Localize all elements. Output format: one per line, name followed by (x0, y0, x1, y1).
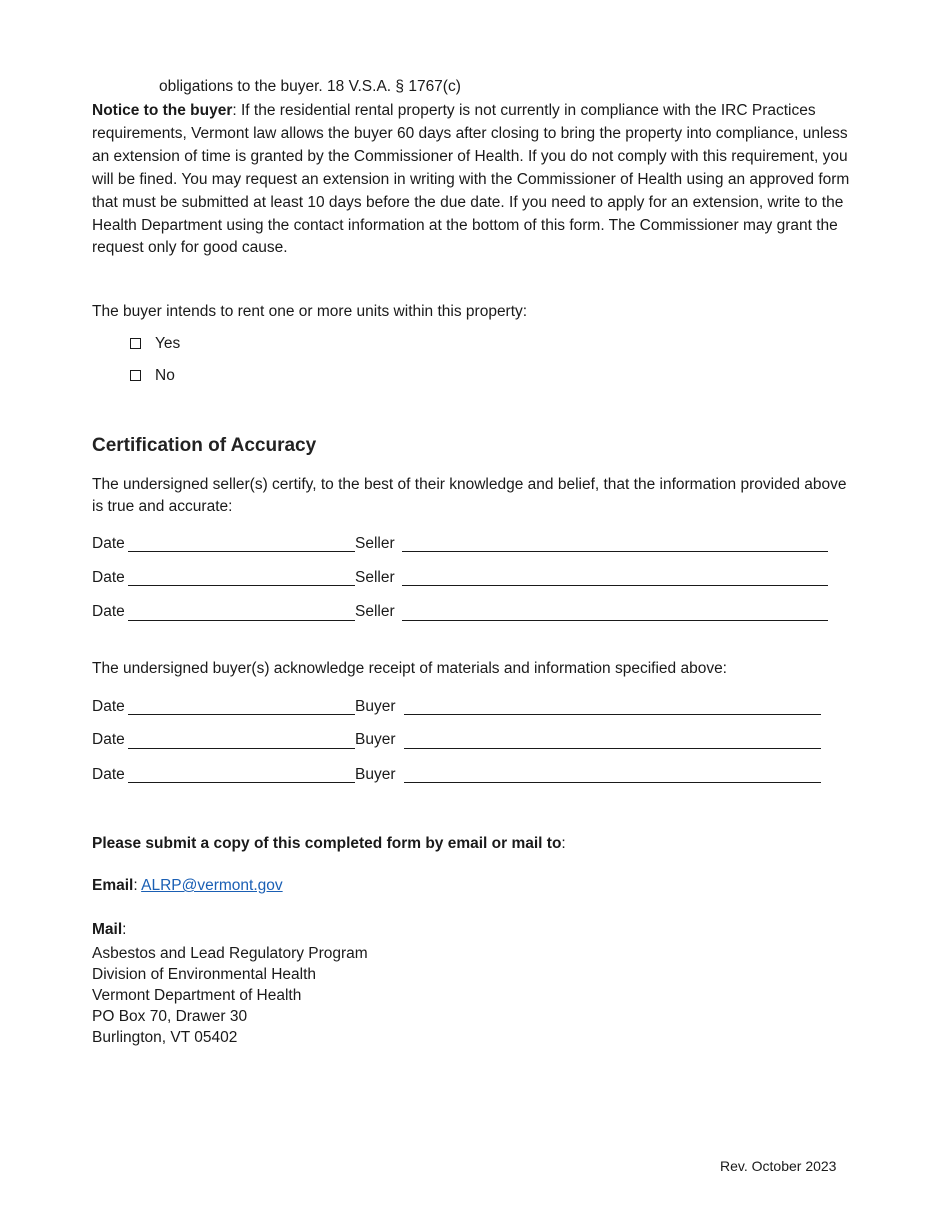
date-label: Date (92, 535, 125, 552)
address-line: Vermont Department of Health (92, 987, 302, 1004)
buyer-label: Buyer (355, 698, 396, 715)
buyer-date-field-3[interactable] (128, 782, 355, 783)
buyer-label: Buyer (355, 731, 396, 748)
submit-instruction-colon: : (561, 835, 566, 852)
address-line: Asbestos and Lead Regulatory Program (92, 945, 368, 962)
buyer-signature-field-1[interactable] (404, 714, 821, 715)
buyer-label: Buyer (355, 766, 396, 783)
no-checkbox[interactable] (130, 370, 141, 381)
buyer-signature-field-3[interactable] (404, 782, 821, 783)
revision-date: Rev. October 2023 (720, 1158, 837, 1174)
intro-line: obligations to the buyer. 18 V.S.A. § 1767(c) (159, 78, 461, 95)
date-label: Date (92, 731, 125, 748)
address-line: Burlington, VT 05402 (92, 1029, 238, 1046)
buyer-signature-field-2[interactable] (404, 748, 821, 749)
date-label: Date (92, 698, 125, 715)
address-line: PO Box 70, Drawer 30 (92, 1008, 248, 1025)
seller-date-field-1[interactable] (128, 551, 355, 552)
seller-label: Seller (355, 603, 395, 620)
email-separator: : (133, 877, 142, 894)
seller-label: Seller (355, 535, 395, 552)
seller-date-field-3[interactable] (128, 620, 355, 621)
yes-checkbox[interactable] (130, 338, 141, 349)
submit-instruction-text: Please submit a copy of this completed form by email or mail to (92, 835, 562, 852)
buyer-date-field-2[interactable] (128, 748, 355, 749)
notice-text: : If the residential rental property is not currently in compliance with the IRC Practices requirements, Vermont law allows the buyer 60 days after closing to bring the property into compliance, unless an extension of time is granted by the Commissioner of Health. If you do not comply with this requirement, you will be fined. You may request an extension in writing with the Commissioner of Health using an approved form that must be submitted at least 10 days before the due date. If you need to apply for an extension, write to the Health Department using the contact information at the bottom of this form. The Commissioner may grant the request only for good cause. (92, 102, 850, 257)
yes-label: Yes (155, 335, 181, 352)
date-label: Date (92, 766, 125, 783)
seller-label: Seller (355, 569, 395, 586)
email-link[interactable]: ALRP@vermont.gov (141, 877, 283, 894)
date-label: Date (92, 569, 125, 586)
address-line: Division of Environmental Health (92, 966, 316, 983)
mail-colon: : (122, 921, 127, 938)
notice-paragraph (92, 100, 862, 260)
mailing-address (92, 943, 368, 1048)
seller-date-field-2[interactable] (128, 585, 355, 586)
email-row (92, 878, 283, 894)
date-label: Date (92, 603, 125, 620)
option-yes[interactable] (130, 336, 180, 352)
certification-heading: Certification of Accuracy (92, 435, 317, 456)
buyer-date-field-1[interactable] (128, 714, 355, 715)
seller-signature-field-3[interactable] (402, 620, 828, 621)
no-label: No (155, 367, 175, 384)
notice-label: Notice to the buyer (92, 102, 233, 119)
seller-statement: The undersigned seller(s) certify, to the best of their knowledge and belief, that the information provided above is true and accurate: (92, 476, 847, 515)
seller-signature-field-1[interactable] (402, 551, 828, 552)
mail-label: Mail (92, 921, 123, 938)
option-no[interactable] (130, 368, 175, 384)
mail-row (92, 922, 126, 938)
submit-instruction (92, 836, 566, 852)
email-label: Email (92, 877, 134, 894)
buyer-statement: The undersigned buyer(s) acknowledge receipt of materials and information specified above: (92, 660, 727, 677)
rental-question: The buyer intends to rent one or more units within this property: (92, 303, 528, 320)
seller-signature-field-2[interactable] (402, 585, 828, 586)
